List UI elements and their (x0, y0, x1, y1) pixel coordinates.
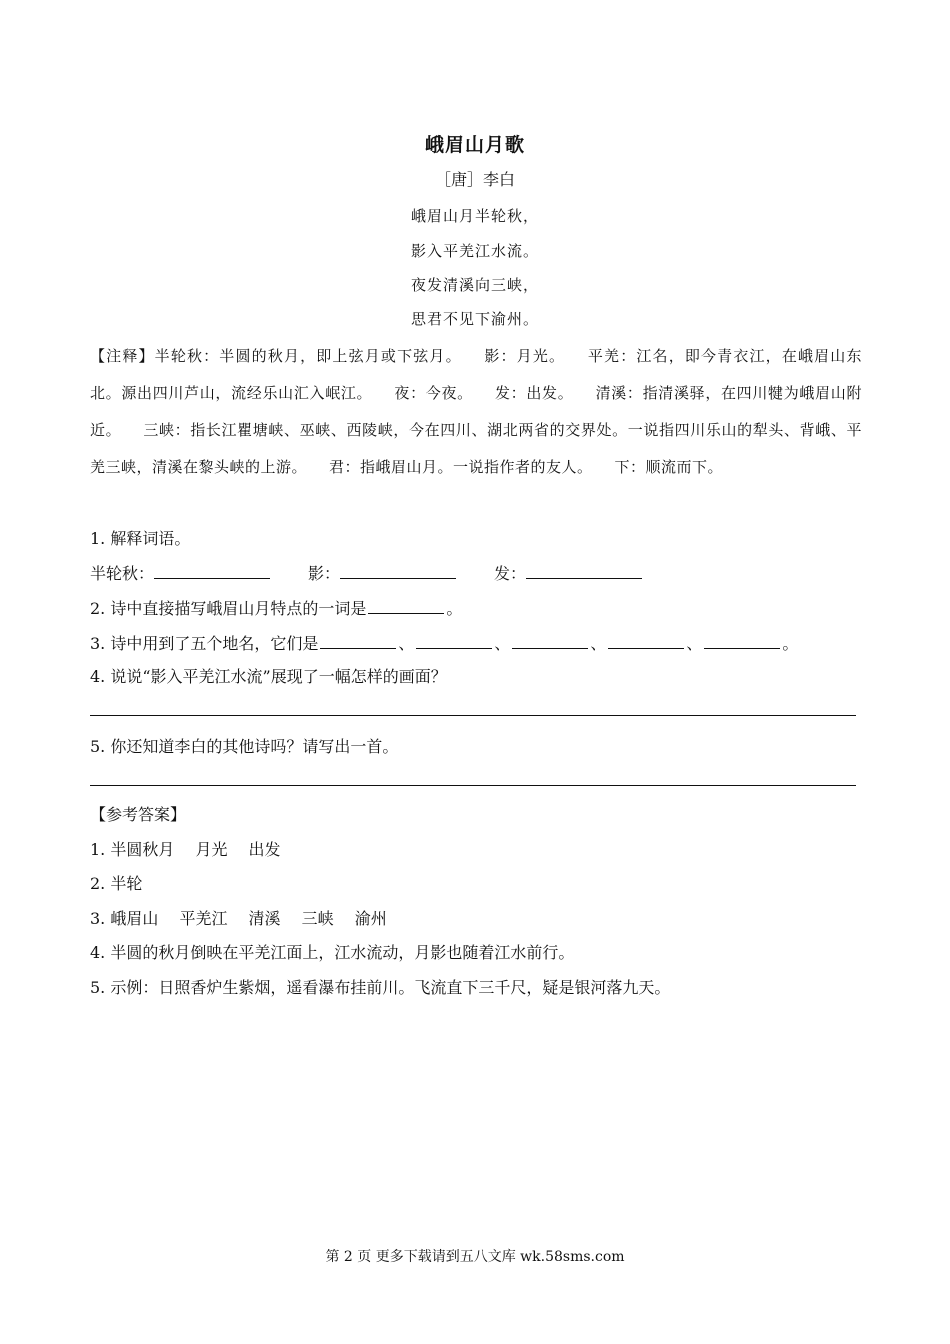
question-3-end: 。 (782, 634, 799, 653)
answer-blank[interactable] (608, 634, 684, 649)
note-item: 君：指峨眉山月。一说指作者的友人。 (329, 458, 593, 476)
separator: 、 (686, 634, 703, 653)
term-fa (494, 561, 642, 584)
question-2-text: 2. 诗中直接描写峨眉山月特点的一词是 (90, 599, 367, 618)
answers-label: 【参考答案】 (90, 805, 187, 824)
question-1: 1. 解释词语。 (90, 529, 191, 548)
poem-line-3: 夜发清溪向三峡， (410, 276, 539, 294)
notes-paragraph (90, 338, 862, 486)
term-label: 影： (308, 564, 341, 583)
term-ying (308, 561, 456, 584)
note-item: 三峡：指长江瞿塘峡、巫峡、西陵峡，今在四川、湖北两省的交界处。一说指四川乐山的犁头、背峨、平羌三峡，清溪在黎头峡的上游。 (90, 421, 862, 476)
note-item: 下：顺流而下。 (614, 458, 724, 476)
answer-blank[interactable] (526, 564, 642, 579)
answer-blank[interactable] (154, 564, 270, 579)
note-item: 影：月光。 (483, 347, 566, 365)
poem-author: ［唐］李白 (434, 170, 515, 189)
poem-line-2: 影入平羌江水流。 (410, 242, 539, 260)
question-2-end: 。 (446, 599, 463, 618)
poem-line-1: 峨眉山月半轮秋， (410, 207, 539, 225)
answer-1: 1. 半圆秋月 月光 出发 (90, 840, 281, 859)
page-footer: 第 2 页 更多下载请到五八文库 wk.58sms.com (325, 1249, 625, 1265)
answer-blank[interactable] (340, 564, 456, 579)
note-item: 发：出发。 (494, 384, 574, 402)
separator: 、 (494, 634, 511, 653)
poem-title: 峨眉山月歌 (424, 134, 525, 156)
question-3 (90, 631, 798, 654)
answer-2: 2. 半轮 (90, 874, 143, 893)
question-3-text: 3. 诗中用到了五个地名，它们是 (90, 634, 319, 653)
note-item: 夜：今夜。 (394, 384, 473, 402)
term-label: 发： (494, 564, 527, 583)
term-label: 半轮秋： (90, 564, 155, 583)
poem-line-4: 思君不见下渝州。 (410, 310, 539, 328)
note-item: 平羌：江名，即今青衣江，在峨眉山东北。源出四川芦山，流经乐山汇入岷江。 (90, 347, 862, 402)
question-1-terms (90, 561, 642, 584)
note-item: 清溪：指清溪驿，在四川犍为峨眉山附近。 (90, 384, 862, 439)
notes-label: 【注释】 (90, 347, 155, 365)
answer-line-4[interactable] (90, 715, 856, 716)
answer-blank[interactable] (512, 634, 588, 649)
question-4: 4. 说说“影入平羌江水流”展现了一幅怎样的画面？ (90, 667, 447, 686)
answer-5: 5. 示例：日照香炉生紫烟，遥看瀑布挂前川。飞流直下三千尺，疑是银河落九天。 (90, 978, 671, 997)
question-2 (90, 596, 462, 619)
answer-blank[interactable] (416, 634, 492, 649)
answer-blank[interactable] (320, 634, 396, 649)
term-ban-lun-qiu (90, 561, 270, 584)
answer-blank[interactable] (704, 634, 780, 649)
answer-blank[interactable] (368, 599, 444, 614)
answer-line-5[interactable] (90, 785, 856, 786)
note-item: 半轮秋：半圆的秋月，即上弦月或下弦月。 (154, 347, 462, 365)
answer-3: 3. 峨眉山 平羌江 清溪 三峡 渝州 (90, 909, 387, 928)
question-5: 5. 你还知道李白的其他诗吗？请写出一首。 (90, 737, 399, 756)
answer-4: 4. 半圆的秋月倒映在平羌江面上，江水流动，月影也随着江水前行。 (90, 943, 575, 962)
separator: 、 (590, 634, 607, 653)
separator: 、 (398, 634, 415, 653)
